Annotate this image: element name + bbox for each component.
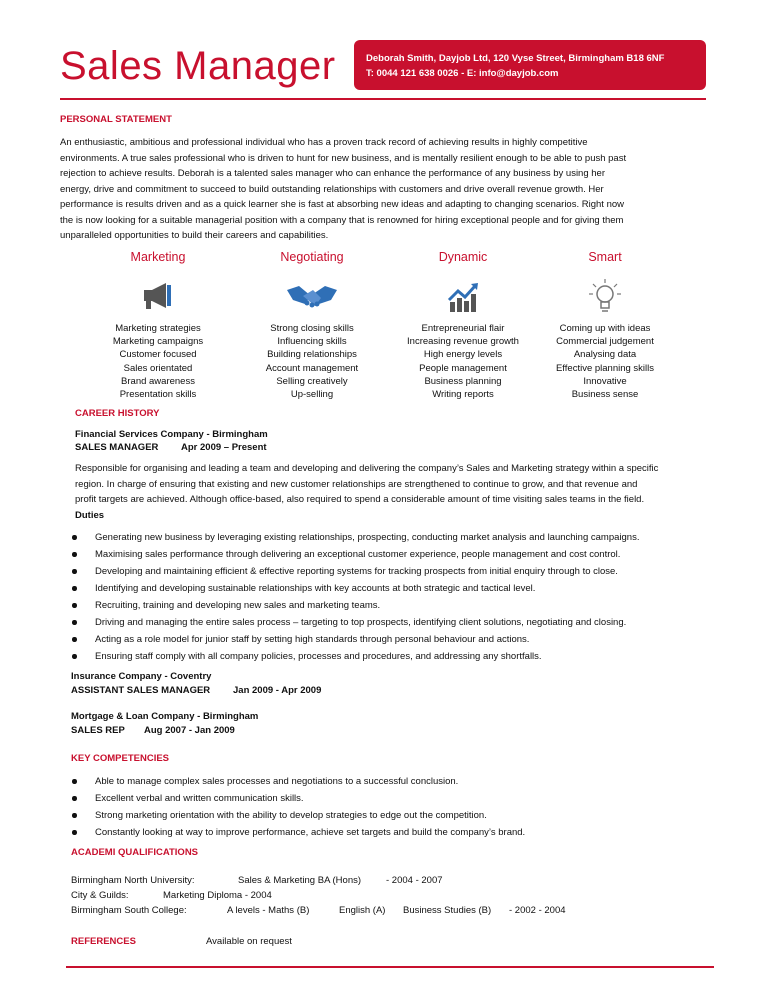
statement-line: An enthusiastic, ambitious and professional individual who has a proven track record of achieving results in highly competitive [60, 137, 588, 148]
skill-item: Brand awareness [121, 375, 195, 387]
references-text: Available on request [206, 936, 292, 947]
competencies-list [69, 773, 525, 841]
statement-line: the is now looking for a suitable managerial position with a company that is renowned for hiring exceptional people and for giving them [60, 214, 624, 226]
list-item: Able to manage complex sales processes and negotiations to a successful conclusion. [69, 773, 525, 790]
statement-line: environments. A true sales professional who is driven to hunt for new business, and is mentally resilient enough to be able to push past [60, 152, 627, 164]
description-line: Responsible for organising and leading a team and developing and delivering the company’s Sales and Marketing strategy within a specific [75, 463, 659, 474]
skill-column-dynamic [388, 250, 538, 401]
skill-item: Sales orientated [123, 362, 193, 374]
megaphone-icon [138, 276, 178, 316]
skill-item: Business planning [424, 375, 502, 387]
skill-item: Writing reports [432, 389, 494, 401]
contact-address: Deborah Smith, Dayjob Ltd, 120 Vyse Street, Birmingham B18 6NF [366, 53, 665, 64]
skill-item: Business sense [571, 389, 639, 401]
handshake-icon [285, 276, 339, 316]
skill-item: Commercial judgement [556, 336, 654, 348]
career-history-heading: CAREER HISTORY [75, 408, 160, 419]
list-item: Generating new business by leveraging existing relationships, prospecting, conducting market analysis and launching campaigns. [69, 529, 639, 546]
job1-description [75, 461, 658, 508]
skill-item: Account management [265, 362, 359, 374]
skill-item: Innovative [583, 375, 627, 387]
list-item: Excellent verbal and written communication skills. [69, 790, 525, 807]
skill-item: Entrepreneurial flair [421, 323, 505, 334]
skill-item: Up-selling [290, 389, 334, 401]
statement-line: rejection to achieve results. Deborah is a talented sales manager who can enhance the performance of any business by using her [60, 168, 605, 179]
skill-item: Customer focused [119, 349, 197, 361]
job2-dates: Jan 2009 - Apr 2009 [233, 685, 322, 696]
description-line: profit targets are achieved. Although office-based, also required to spend a considerable amount of time visiting sales teams in the field. [75, 494, 645, 505]
skill-column-marketing [83, 250, 233, 401]
qual3-subject-c: Business Studies (B) [403, 905, 492, 916]
skill-item: People management [419, 362, 507, 374]
job1-company: Financial Services Company - Birmingham [75, 429, 268, 440]
list-item: Strong marketing orientation with the ability to develop strategies to edge out the competition. [69, 807, 525, 824]
skill-item: Analysing data [573, 349, 637, 361]
references-heading: REFERENCES [71, 936, 136, 947]
list-item: Developing and maintaining efficient & effective reporting systems for tracking prospects from initial enquiry through to close. [69, 563, 639, 580]
lightbulb-icon [585, 276, 625, 316]
list-item: Acting as a role model for junior staff by setting high standards through personal behaviour and actions. [69, 631, 639, 648]
duties-heading: Duties [75, 510, 105, 521]
personal-statement-text [60, 135, 626, 244]
job3-company: Mortgage & Loan Company - Birmingham [71, 711, 259, 722]
job3-dates: Aug 2007 - Jan 2009 [144, 725, 235, 736]
skill-title: Marketing [130, 250, 186, 264]
header-divider [60, 98, 706, 100]
qual1-school: Birmingham North University: [71, 875, 195, 886]
job2-role: ASSISTANT SALES MANAGER [71, 685, 211, 696]
contact-box [354, 40, 706, 90]
description-line: region. In charge of ensuring that existing and new customer relationships are strengthened to continue to grow, and that revenue and [75, 478, 638, 490]
skill-item: Marketing campaigns [112, 336, 204, 348]
skill-item: Effective planning skills [555, 362, 655, 374]
skill-item: Presentation skills [119, 389, 197, 401]
qual2-course: Marketing Diploma - 2004 [163, 890, 272, 901]
list-item: Recruiting, training and developing new sales and marketing teams. [69, 597, 639, 614]
qual3-subject-b: English (A) [339, 905, 386, 916]
qual1-course: Sales & Marketing BA (Hons) [238, 875, 362, 886]
qual1-dates: - 2004 - 2007 [386, 875, 443, 886]
qual2-school: City & Guilds: [71, 890, 129, 901]
skill-title: Smart [588, 250, 622, 264]
page-title: Sales Manager [60, 44, 336, 88]
skill-title: Negotiating [280, 250, 344, 264]
statement-line: unparalleled opportunities to build their careers and capabilities. [60, 230, 329, 241]
skill-item: Marketing strategies [115, 323, 201, 334]
skill-item: Coming up with ideas [559, 323, 651, 334]
qual3-dates: - 2002 - 2004 [509, 905, 566, 916]
growth-chart-icon [443, 276, 483, 316]
duties-list [69, 529, 639, 665]
skill-item: Increasing revenue growth [407, 336, 519, 348]
key-competencies-heading: KEY COMPETENCIES [71, 753, 170, 764]
personal-statement-heading: PERSONAL STATEMENT [60, 114, 172, 125]
job3-role: SALES REP [71, 725, 125, 736]
skill-item: Selling creatively [276, 375, 348, 387]
skill-item: Strong closing skills [270, 323, 354, 334]
list-item: Driving and managing the entire sales process – targeting to top prospects, identifying client solutions, negotiating and closing. [69, 614, 639, 631]
qual3-subject-a: A levels - Maths (B) [227, 905, 310, 916]
list-item: Identifying and developing sustainable relationships with key accounts at both strategic and tactical level. [69, 580, 639, 597]
skill-item: High energy levels [423, 349, 503, 361]
skill-title: Dynamic [438, 250, 488, 264]
job2-company: Insurance Company - Coventry [71, 671, 212, 682]
statement-line: performance is results driven and as a quick learner she is fast at absorbing new ideas and adapting to changing scenarios. Right now [60, 199, 624, 210]
qual3-school: Birmingham South College: [71, 905, 187, 916]
footer-divider [66, 966, 714, 968]
job1-dates: Apr 2009 – Present [181, 442, 267, 453]
contact-phone-email: T: 0044 121 638 0026 - E: info@dayjob.com [366, 68, 559, 79]
statement-line: energy, drive and commitment to succeed to build outstanding relationships with customers and drive overall revenue growth. Her [60, 183, 604, 195]
skill-item: Influencing skills [277, 336, 347, 348]
skill-column-smart [530, 250, 680, 401]
job1-role: SALES MANAGER [75, 442, 159, 453]
list-item: Ensuring staff comply with all company policies, processes and procedures, and addressing any shortfalls. [69, 648, 639, 665]
list-item: Maximising sales performance through delivering an exceptional customer experience, people management and cost control. [69, 546, 639, 563]
skill-column-negotiating [237, 250, 387, 401]
skill-item: Building relationships [267, 349, 357, 361]
qualifications-heading: ACADEMI QUALIFICATIONS [71, 847, 199, 858]
list-item: Constantly looking at way to improve performance, achieve set targets and build the company’s brand. [69, 824, 525, 841]
